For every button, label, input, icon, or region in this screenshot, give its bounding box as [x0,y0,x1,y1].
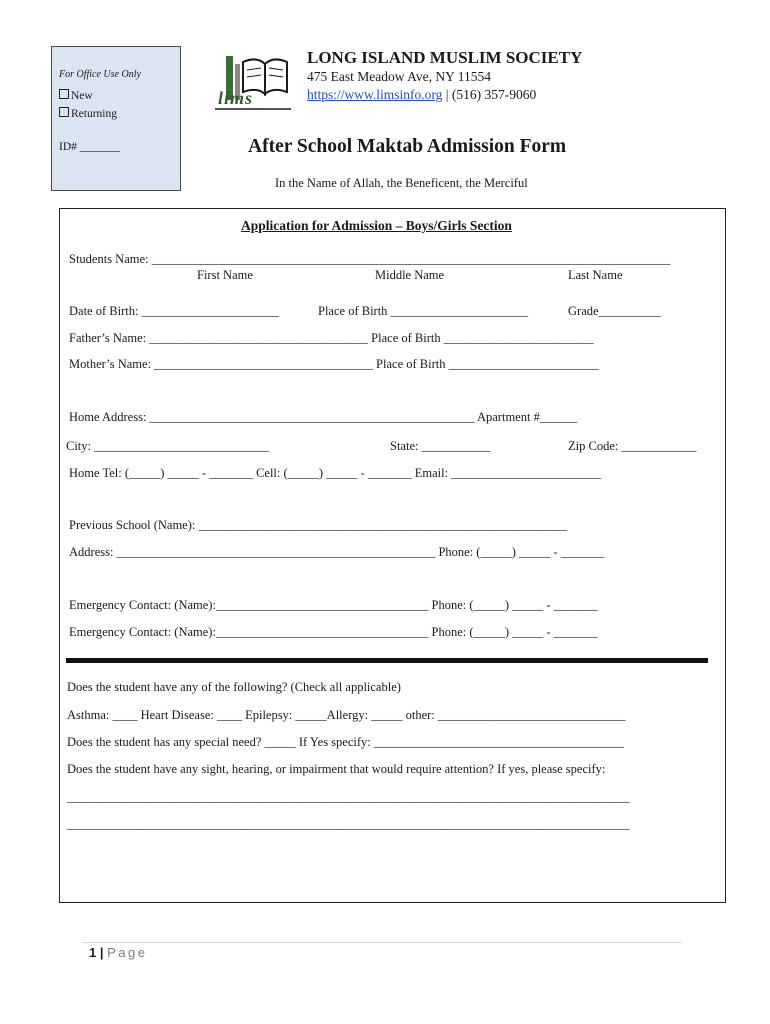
new-label: New [71,90,93,102]
state-field[interactable]: State: ___________ [390,439,491,453]
impairment-line-2[interactable]: __________________________________________________________________________________________ [67,817,630,831]
home-address-field[interactable]: Home Address: ____________________________________________________ Apartment #______ [69,410,578,424]
org-name: LONG ISLAND MUSLIM SOCIETY [307,48,583,67]
place-of-birth-field[interactable]: Place of Birth ______________________ [318,304,529,318]
previous-school-address-field[interactable]: Address: ___________________________________________________ Phone: (_____) _____ - _______ [69,545,605,559]
last-name-label: Last Name [568,268,623,282]
id-field[interactable]: ID# _______ [59,141,121,153]
form-title: After School Maktab Admission Form [248,136,567,157]
org-phone: | (516) 357-9060 [442,87,537,102]
middle-name-label: Middle Name [375,268,445,282]
page-separator: | [96,945,108,960]
section-title: Application for Admission – Boys/Girls Section [241,218,512,233]
office-use-label: For Office Use Only [59,69,141,80]
website-link[interactable]: https://www.limsinfo.org [307,87,443,102]
conditions-field[interactable]: Asthma: ____ Heart Disease: ____ Epilepsy: _____Allergy: _____ other: ______________________________ [67,708,626,722]
section-divider [66,658,708,663]
page-footer [89,945,147,960]
new-option[interactable] [59,89,93,102]
mother-name-field[interactable]: Mother’s Name: ___________________________________ Place of Birth ________________________ [69,357,599,371]
dob-field[interactable]: Date of Birth: ______________________ [69,304,280,318]
returning-option[interactable] [59,107,117,120]
grade-field[interactable]: Grade__________ [568,304,662,318]
returning-label: Returning [71,108,117,120]
new-checkbox[interactable] [59,89,69,99]
impairment-question: Does the student have any sight, hearing, or impairment that would require attention? If yes, please specify: [67,762,606,776]
office-use-box [51,46,181,191]
org-address: 475 East Meadow Ave, NY 11554 [307,69,491,84]
father-name-field[interactable]: Father’s Name: ___________________________________ Place of Birth ________________________ [69,331,594,345]
impairment-line-1[interactable]: __________________________________________________________________________________________ [67,790,630,804]
special-need-field[interactable]: Does the student has any special need? _____ If Yes specify: ________________________________________ [67,735,624,749]
logo-text: lims [218,88,254,108]
form-subtitle: In the Name of Allah, the Beneficent, the Merciful [275,176,528,190]
page-label: Page [107,945,148,960]
conditions-question: Does the student have any of the following? (Check all applicable) [67,680,401,694]
returning-checkbox[interactable] [59,107,69,117]
page-number: 1 [89,945,97,960]
emergency-contact-2[interactable]: Emergency Contact: (Name):__________________________________ Phone: (_____) _____ - _______ [69,625,598,639]
city-field[interactable]: City: ____________________________ [66,439,270,453]
phone-email-field[interactable]: Home Tel: (_____) _____ - _______ Cell: (_____) _____ - _______ Email: ________________________ [69,466,602,480]
logo-underline [215,108,291,110]
first-name-label: First Name [197,268,253,282]
lims-logo [213,50,297,112]
students-name-field[interactable]: Students Name: ___________________________________________________________________________________ [69,252,671,266]
footer-rule [82,942,682,943]
zip-field[interactable]: Zip Code: ____________ [568,439,697,453]
previous-school-field[interactable]: Previous School (Name): ___________________________________________________________ [69,518,568,532]
emergency-contact-1[interactable]: Emergency Contact: (Name):__________________________________ Phone: (_____) _____ - _______ [69,598,598,612]
org-contact [307,87,536,103]
